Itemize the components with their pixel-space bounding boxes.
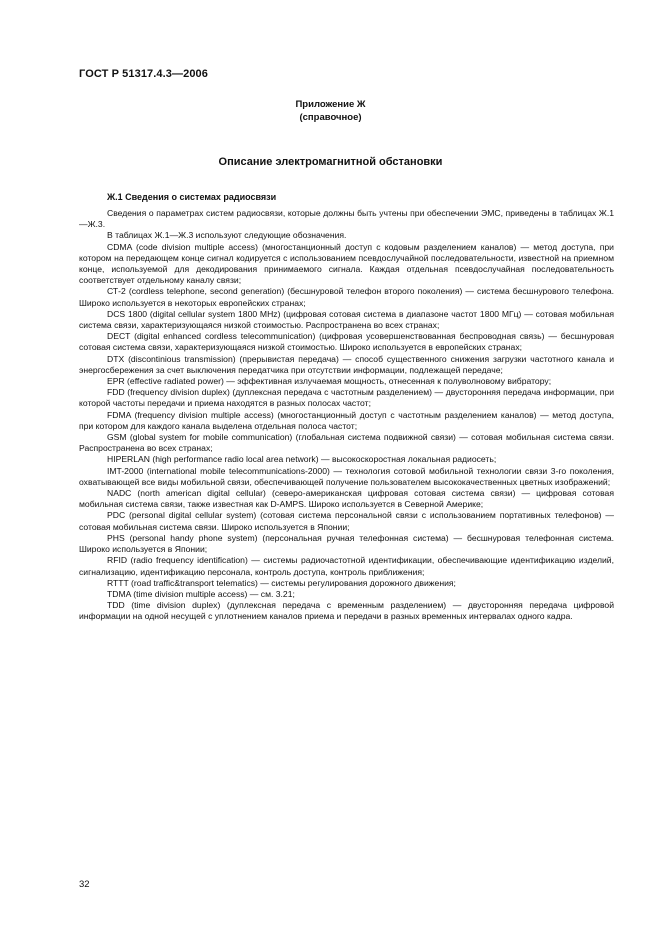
paragraph: RTTT (road traffic&transport telematics) — системы регулирования дорожного движения;: [107, 577, 456, 588]
page-title: Описание электромагнитной обстановки: [218, 156, 443, 168]
paragraph: DCS 1800 (digital cellular system 1800 MHz) (цифровая сотовая система в диапазоне частот 1800 МГц) — сотовая мобильная система связи, характеризующаяся низкой стоимостью. Распространена во всех странах;: [79, 308, 614, 331]
section-heading: Ж.1 Сведения о системах радиосвязи: [107, 192, 277, 202]
paragraph: GSM (global system for mobile communication) (глобальная система подвижной связи) — сотовая мобильная система связи. Распространена во всех странах;: [79, 432, 614, 454]
paragraph: DECT (digital enhanced cordless telecommunication) (цифровая усовершенствованная беспроводная связь) — бесшнуровая сотовая система связи, характеризующаяся низкой стоимостью. Широко используется в европейских странах;: [79, 331, 614, 353]
paragraph: FDMA (frequency division multiple access) (многостанционный доступ с частотным разделением каналов) — метод доступа, при котором для каждого канала выделена отдельная полоса частот;: [79, 409, 614, 431]
paragraph: DTX (discontinious transmission) (прерывистая передача) — способ существенного снижения загрузки частотного канала и энергосбережения за счет выключения передатчика при отсутствии информации, подлежащей передаче;: [79, 353, 614, 375]
paragraph: TDD (time division duplex) (дуплексная передача с временным разделением) — двусторонняя передача цифровой информации на одной несущей с уплотнением каналов приема и передачи в разных временных интервалах одного кадра.: [79, 600, 614, 622]
paragraph: PDC (personal digital cellular system) (сотовая система персональной связи с использованием портативных телефонов) — сотовая мобильная система связи. Широко используется в Японии;: [79, 510, 614, 532]
paragraph: PHS (personal handy phone system) (персональная ручная телефонная система) — бесшнуровая телефонная система. Широко используется в Японии;: [79, 532, 614, 555]
appendix-type: (справочное): [299, 112, 362, 123]
paragraph: HIPERLAN (high performance radio local area network) — высокоскоростная локальная радиосеть;: [107, 454, 497, 465]
paragraph: FDD (frequency division duplex) (дуплексная передача с частотным разделением) — двусторонняя передача информации, при которой частоты передачи и приема находятся в разных полосах частот;: [79, 387, 614, 409]
appendix-label: Приложение Ж: [295, 99, 366, 110]
paragraph: RFID (radio frequency identification) — системы радиочастотной идентификации, обеспечивающие идентификацию изделий, сигнализацию, идентификацию персонала, контроль доступа, контроль приближения;: [79, 555, 614, 577]
paragraph: IMT-2000 (international mobile telecommunications-2000) — технология сотовой мобильной технологии связи 3-го поколения, охватывающей все виды мобильной связи, обеспечивающей получение пользователем высококачественных цветных изображений;: [79, 465, 614, 487]
paragraph: TDMA (time division multiple access) — см. 3.21;: [107, 588, 295, 599]
paragraph: СТ-2 (cordless telephone, second generation) (бесшнуровой телефон второго поколения) — система бесшнурового телефона. Широко используется в некоторых европейских странах;: [79, 286, 614, 308]
paragraph: NADC (north american digital cellular) (северо-американская цифровая сотовая система связи) — цифровая сотовая мобильная система связи, также известная как D-AMPS. Широко используется в Северной Америке;: [79, 488, 614, 510]
paragraph: В таблицах Ж.1—Ж.3 используют следующие обозначения.: [107, 230, 347, 241]
paragraph: CDMA (code division multiple access) (многостанционный доступ с кодовым разделением каналов) — метод доступа, при котором на передающем конце сигнал кодируется с использованием псевдослучайной последовательности, известной на приемном конце, используемой для декодирования принимаемого сигнала. Каждая отдельная псевдослучайная последовательность соответствует отдельному каналу связи;: [79, 241, 614, 286]
paragraph: Сведения о параметрах систем радиосвязи, которые должны быть учтены при обеспечении ЭМС, приведены в таблицах Ж.1—Ж.3.: [79, 208, 614, 230]
paragraph: EPR (effective radiated power) — эффективная излучаемая мощность, отнесенная к полуволновому вибратору;: [107, 376, 552, 387]
page-number: 32: [79, 879, 90, 890]
document-code: ГОСТ Р 51317.4.3—2006: [79, 68, 208, 80]
body-text: [79, 208, 614, 623]
